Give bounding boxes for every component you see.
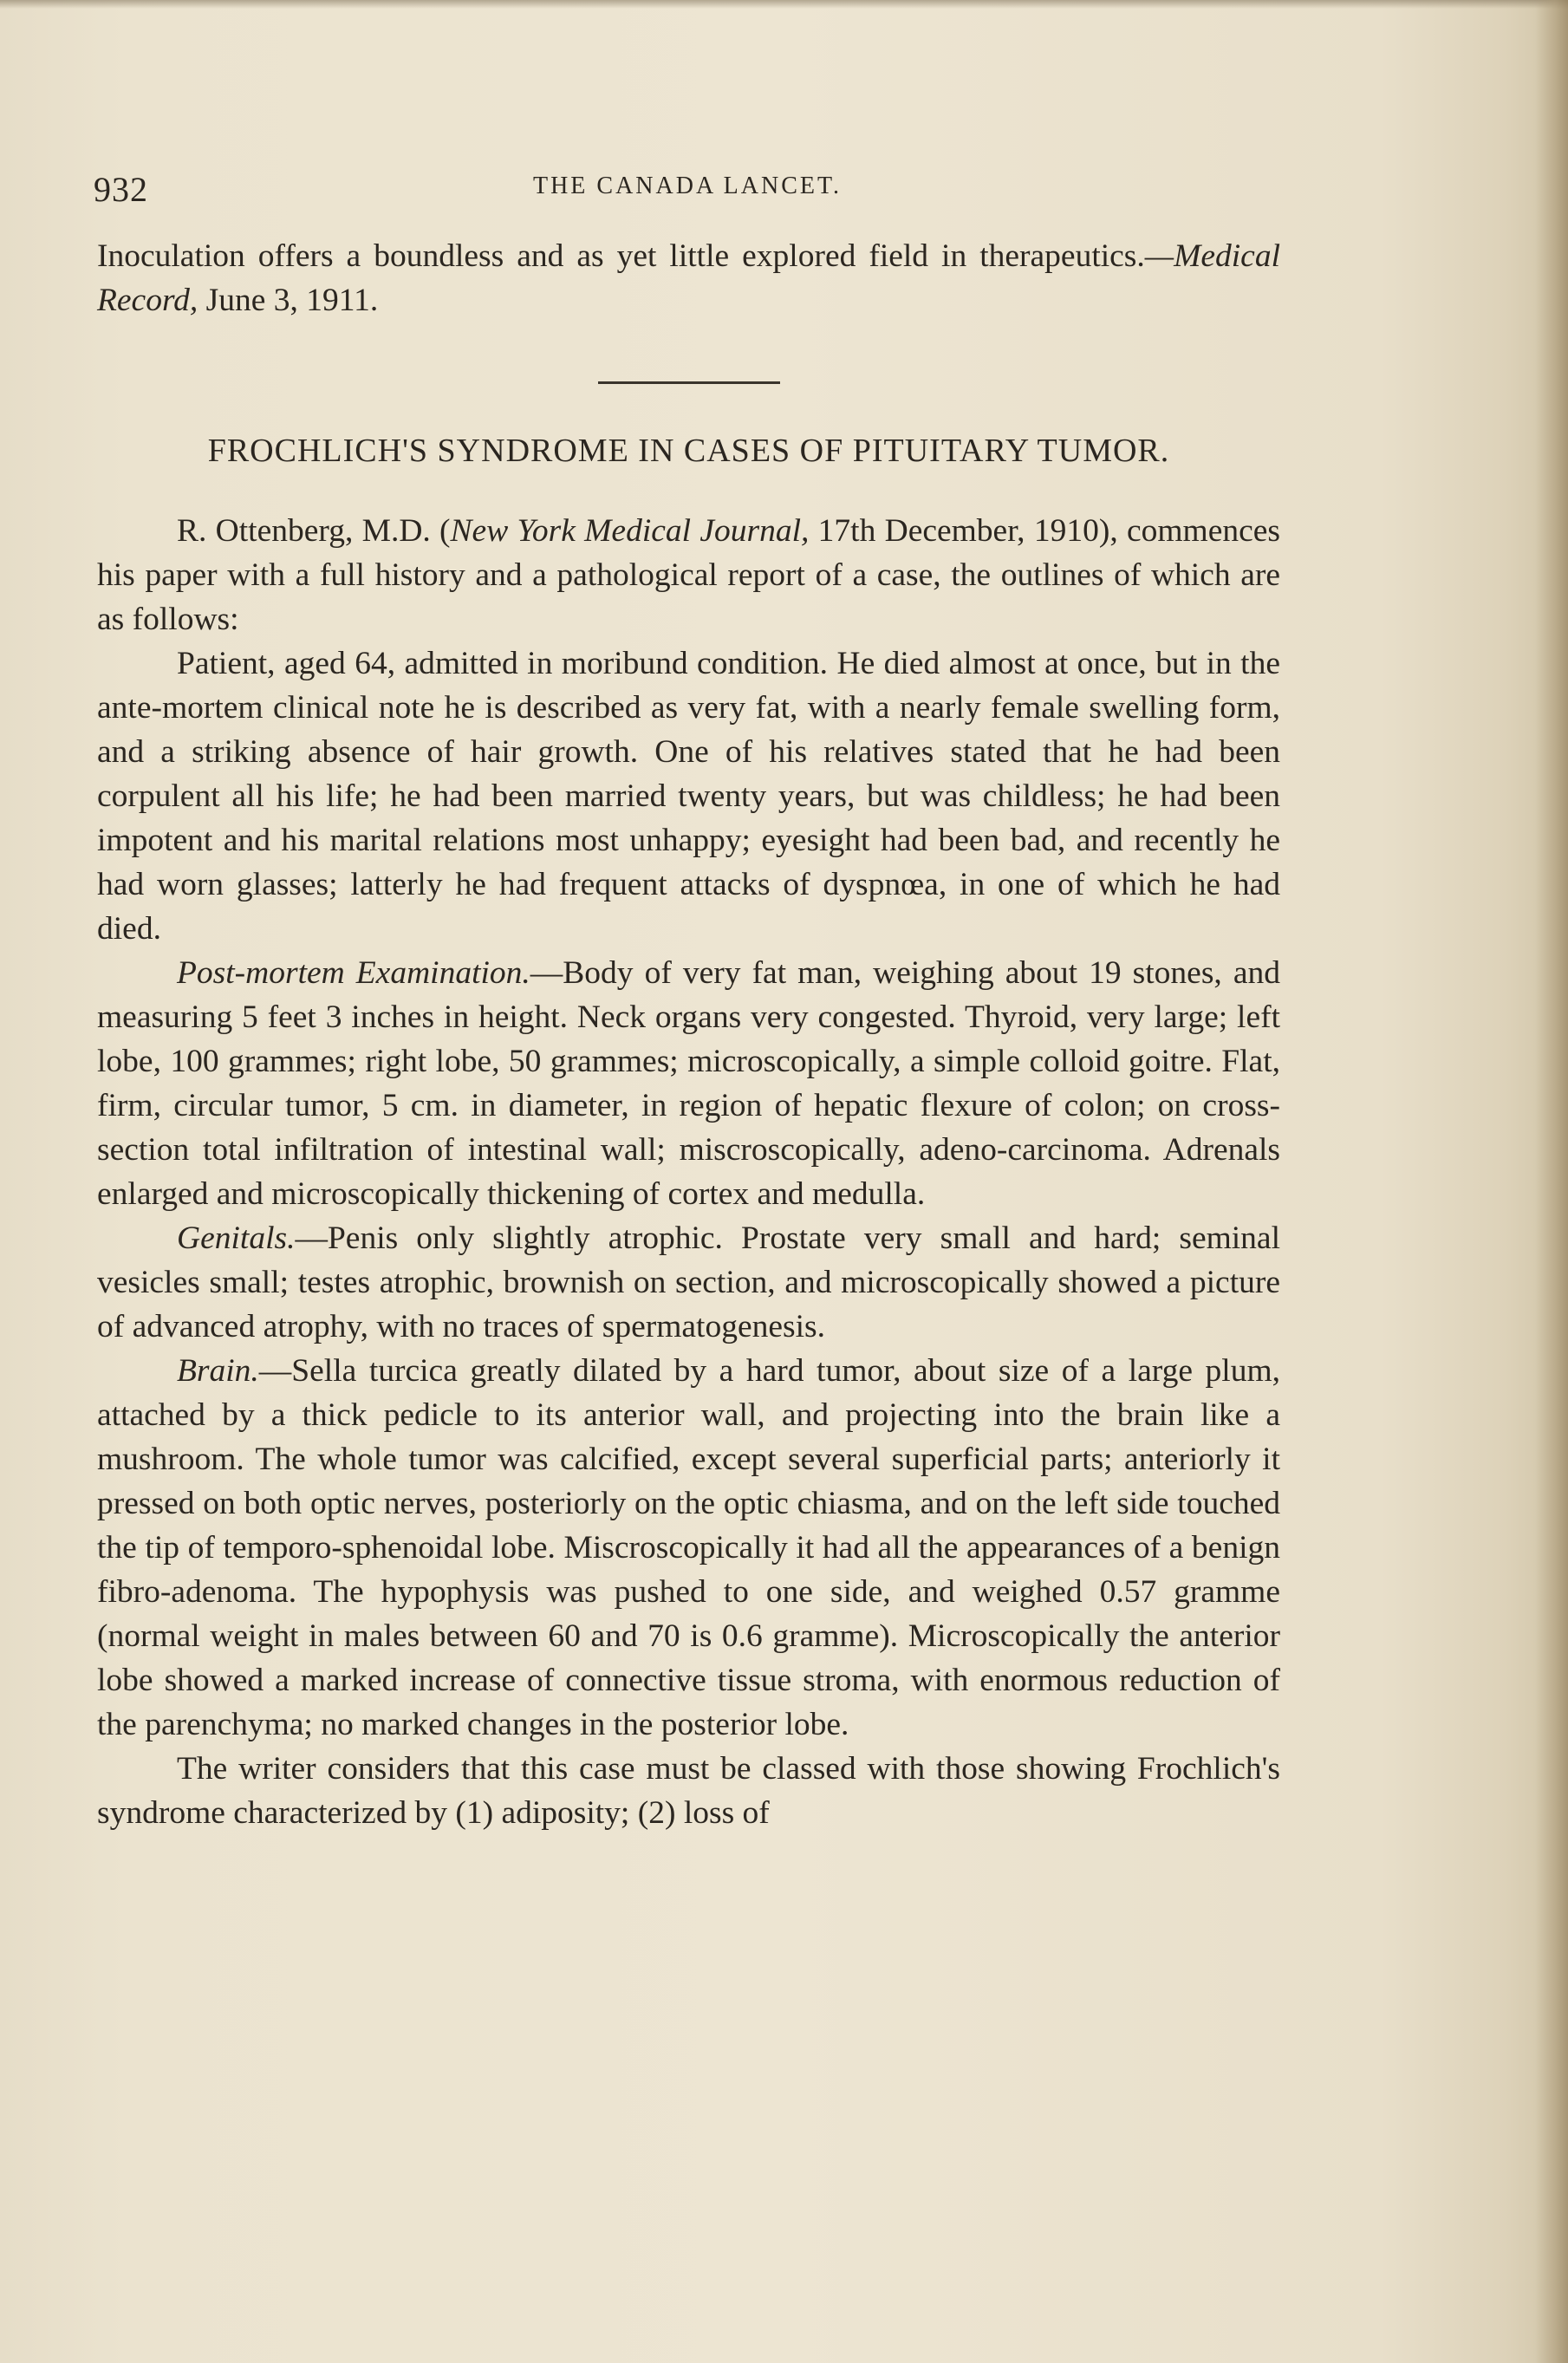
citation-rest: 17th December, 1910), commences his paper with a full history and a pathological report of a case, the outlines of which are as follows: bbox=[97, 513, 1280, 637]
paragraph-patient: Patient, aged 64, admitted in moribund condition. He died almost at once, but in the ante-mortem clinical note he is described as very fat, with a nearly female swelling form, and a striking absence of hair growth. One of his relatives stated that he had been corpulent all his life; he had been married twenty years, but was childless; he had been impotent and his marital relations most unhappy; eyesight had been bad, and recently he had worn glasses; latterly he had frequent attacks of dyspnœa, in one of which he had died. bbox=[97, 646, 1280, 947]
paragraph-post-mortem bbox=[97, 951, 1280, 1216]
page-top-shadow bbox=[0, 0, 1568, 9]
intro-source: —Medical Record, bbox=[97, 238, 1280, 318]
genitals-body: —Penis only slightly atrophic. Prostate very small and hard; seminal vesicles small; testes atrophic, brownish on section, and microscopically showed a picture of advanced atrophy, with no traces of spermatogenesis. bbox=[97, 1221, 1280, 1344]
journal-name: New York Medical Journal, bbox=[450, 513, 810, 549]
paragraph-brain bbox=[97, 1349, 1280, 1747]
intro-paragraph bbox=[97, 234, 1280, 322]
post-mortem-heading: Post-mortem Examination. bbox=[177, 955, 530, 991]
section-divider bbox=[598, 381, 780, 384]
paragraph-citation bbox=[97, 509, 1280, 641]
intro-text: Inoculation offers a boundless and as yet little explored field in therapeutics. bbox=[97, 238, 1145, 274]
author-citation: R. Ottenberg, M.D. ( bbox=[177, 513, 451, 549]
paragraph-conclusion: The writer considers that this case must be classed with those showing Frochlich's syndrome characterized by (1) adiposity; (2) loss of bbox=[97, 1751, 1280, 1831]
page-edge-shadow bbox=[1535, 0, 1568, 2363]
page-number: 932 bbox=[94, 170, 148, 209]
intro-date: June 3, 1911. bbox=[198, 283, 379, 318]
running-title: THE CANADA LANCET. bbox=[532, 173, 842, 199]
page-header bbox=[94, 169, 1281, 212]
brain-body: —Sella turcica greatly dilated by a hard tumor, about size of a large plum, attached by a thick pedicle to its anterior wall, and projecting into the brain like a mushroom. The whole tumor was calcified, except several superficial parts; anteriorly it pressed on both optic nerves, posteriorly on the optic chiasma, and on the left side touched the tip of temporo-sphenoidal lobe. Miscroscopically it had all the appearances of a benign fibro-adenoma. The hypophysis was pushed to one side, and weighed 0.57 gramme (normal weight in males between 60 and 70 is 0.6 gramme). Microscopically the anterior lobe showed a marked increase of connective tissue stroma, with enormous reduction of the parenchyma; no marked changes in the posterior lobe. bbox=[97, 1353, 1280, 1742]
brain-heading: Brain. bbox=[177, 1353, 259, 1389]
post-mortem-body: —Body of very fat man, weighing about 19 stones, and measuring 5 feet 3 inches in height. Neck organs very congested. Thyroid, very large; left lobe, 100 grammes; right lobe, 50 grammes; microscopically, a simple colloid goitre. Flat, firm, circular tumor, 5 cm. in diameter, in region of hepatic flexure of colon; on cross-section total infiltration of intestinal wall; miscroscopically, adeno-carcinoma. Adrenals enlarged and microscopically thickening of cortex and medulla. bbox=[97, 955, 1280, 1212]
genitals-heading: Genitals. bbox=[177, 1221, 296, 1256]
paragraph-genitals bbox=[97, 1216, 1280, 1349]
article-title: FROCHLICH'S SYNDROME IN CASES OF PITUITARY TUMOR. bbox=[207, 433, 1170, 469]
page-content bbox=[97, 234, 1280, 1835]
